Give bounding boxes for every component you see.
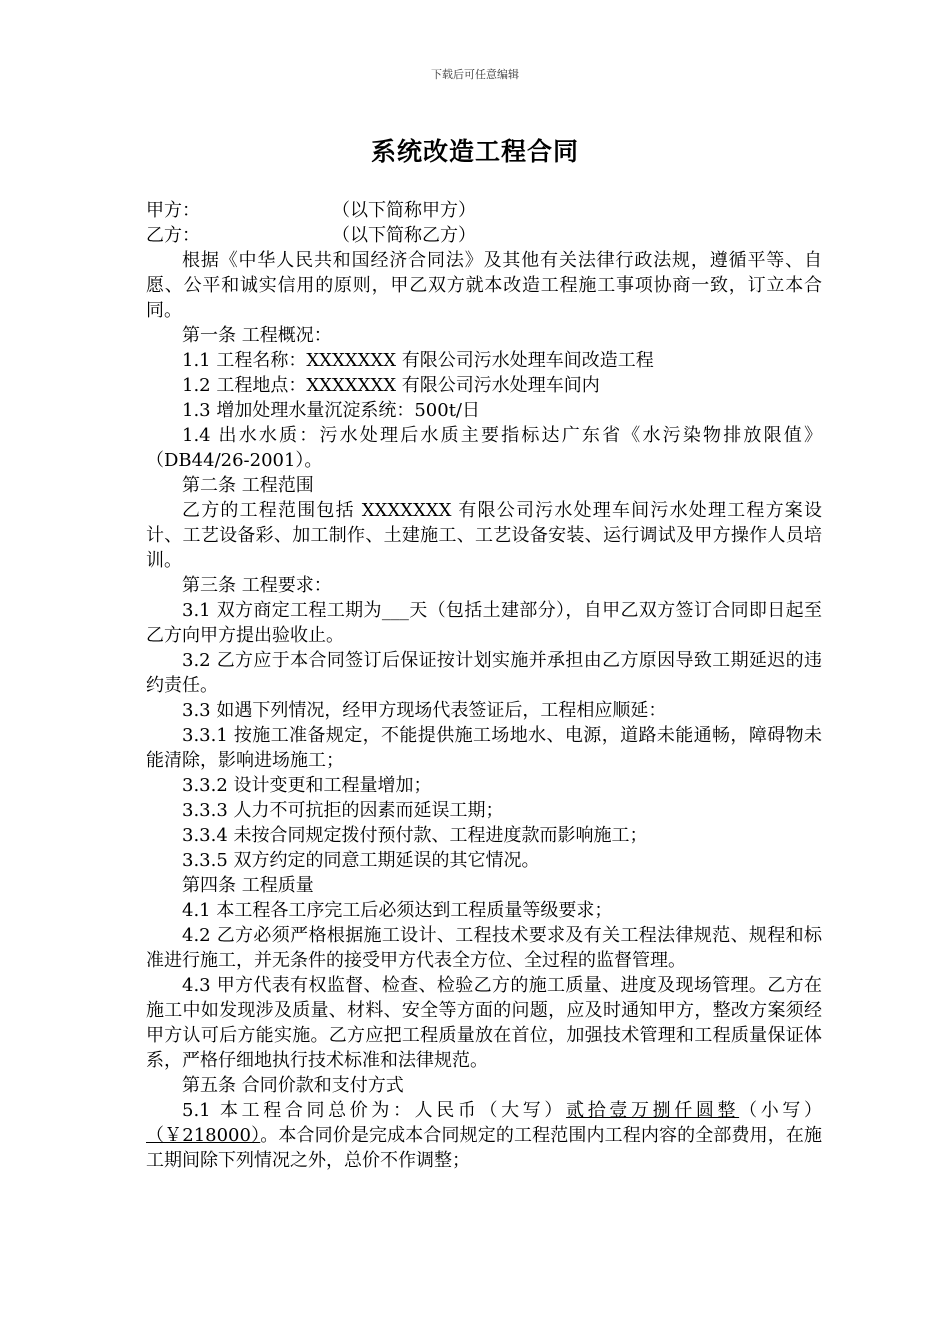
clause-3-3-4: 3.3.4 未按合同规定拨付预付款、工程进度款而影响施工； (182, 825, 648, 846)
article-3-heading: 第三条 工程要求： (182, 575, 332, 596)
article-4-heading: 第四条 工程质量 (182, 875, 314, 896)
clause-5-1-text-c: 。本合同价是完成本合同规定的工程范围内工程内容的全部费用，在施工期间除下列情况之外，总价不作调整； (146, 1125, 822, 1171)
clause-4-3: 4.3 甲方代表有权监督、检查、检验乙方的施工质量、进度及现场管理。乙方在施工中如发现涉及质量、材料、安全等方面的问题，应及时通知甲方，整改方案须经甲方认可后方能实施。乙方应把工程质量放在首位，加强技术管理和工程质量保证体系，严格仔细地执行技术标准和法律规范。 (146, 975, 822, 1071)
clause-5-1-text-b: （小写） (739, 1100, 822, 1121)
clause-1-1: 1.1 工程名称：XXXXXXX 有限公司污水处理车间改造工程 (182, 350, 654, 371)
contract-body (146, 198, 822, 1173)
clause-1-2: 1.2 工程地点：XXXXXXX 有限公司污水处理车间内 (182, 375, 600, 396)
intro-paragraph: 根据《中华人民共和国经济合同法》及其他有关法律行政法规，遵循平等、自愿、公平和诚实信用的原则，甲乙双方就本改造工程施工事项协商一致，订立本合同。 (146, 250, 822, 321)
document-title: 系统改造工程合同 (370, 137, 579, 166)
contract-amount-words: 贰拾壹万捌仟圆整 (566, 1100, 740, 1121)
clause-1-4: 1.4 出水水质：污水处理后水质主要指标达广东省《水污染物排放限值》（DB44/26-2001）。 (146, 425, 822, 471)
clause-5-1 (146, 1098, 822, 1173)
party-a-line (146, 198, 822, 223)
party-b-note: （以下简称乙方） (332, 225, 476, 246)
clause-4-2: 4.2 乙方必须严格根据施工设计、工程技术要求及有关工程法律规范、规程和标准进行施工，并无条件的接受甲方代表全方位、全过程的监督管理。 (146, 925, 822, 971)
article-5-heading: 第五条 合同价款和支付方式 (182, 1075, 404, 1096)
contract-amount-number: （￥218000） (146, 1125, 261, 1146)
clause-4-1: 4.1 本工程各工序完工后必须达到工程质量等级要求； (182, 900, 613, 921)
article-1-heading: 第一条 工程概况： (182, 325, 332, 346)
clause-3-1: 3.1 双方商定工程工期为___天（包括土建部分），自甲乙双方签订合同即日起至乙方向甲方提出验收止。 (146, 600, 822, 646)
page-header-note: 下载后可任意编辑 (431, 68, 519, 81)
party-b-line (146, 223, 822, 248)
party-a-note: （以下简称甲方） (332, 200, 476, 221)
clause-3-3-2: 3.3.2 设计变更和工程量增加； (182, 775, 432, 796)
clause-3-3-3: 3.3.3 人力不可抗拒的因素而延误工期； (182, 800, 504, 821)
clause-1-3: 1.3 增加处理水量沉淀系统：500t/日 (182, 400, 481, 421)
clause-3-3-1: 3.3.1 按施工准备规定，不能提供施工场地水、电源，道路未能通畅，障碍物未能清除，影响进场施工； (146, 725, 822, 771)
article-2-heading: 第二条 工程范围 (182, 475, 314, 496)
party-a-label: 甲方： (146, 200, 200, 221)
clause-3-3-5: 3.3.5 双方约定的同意工期延误的其它情况。 (182, 850, 540, 871)
party-b-label: 乙方： (146, 225, 200, 246)
clause-2: 乙方的工程范围包括 XXXXXXX 有限公司污水处理车间污水处理工程方案设计、工艺设备彩、加工制作、土建施工、工艺设备安装、运行调试及甲方操作人员培训。 (146, 500, 822, 571)
clause-5-1-text-a: 5.1 本工程合同总价为：人民币（大写） (182, 1100, 567, 1121)
clause-3-3: 3.3 如遇下列情况，经甲方现场代表签证后，工程相应顺延： (182, 700, 667, 721)
clause-3-2: 3.2 乙方应于本合同签订后保证按计划实施并承担由乙方原因导致工期延迟的违约责任。 (146, 650, 822, 696)
